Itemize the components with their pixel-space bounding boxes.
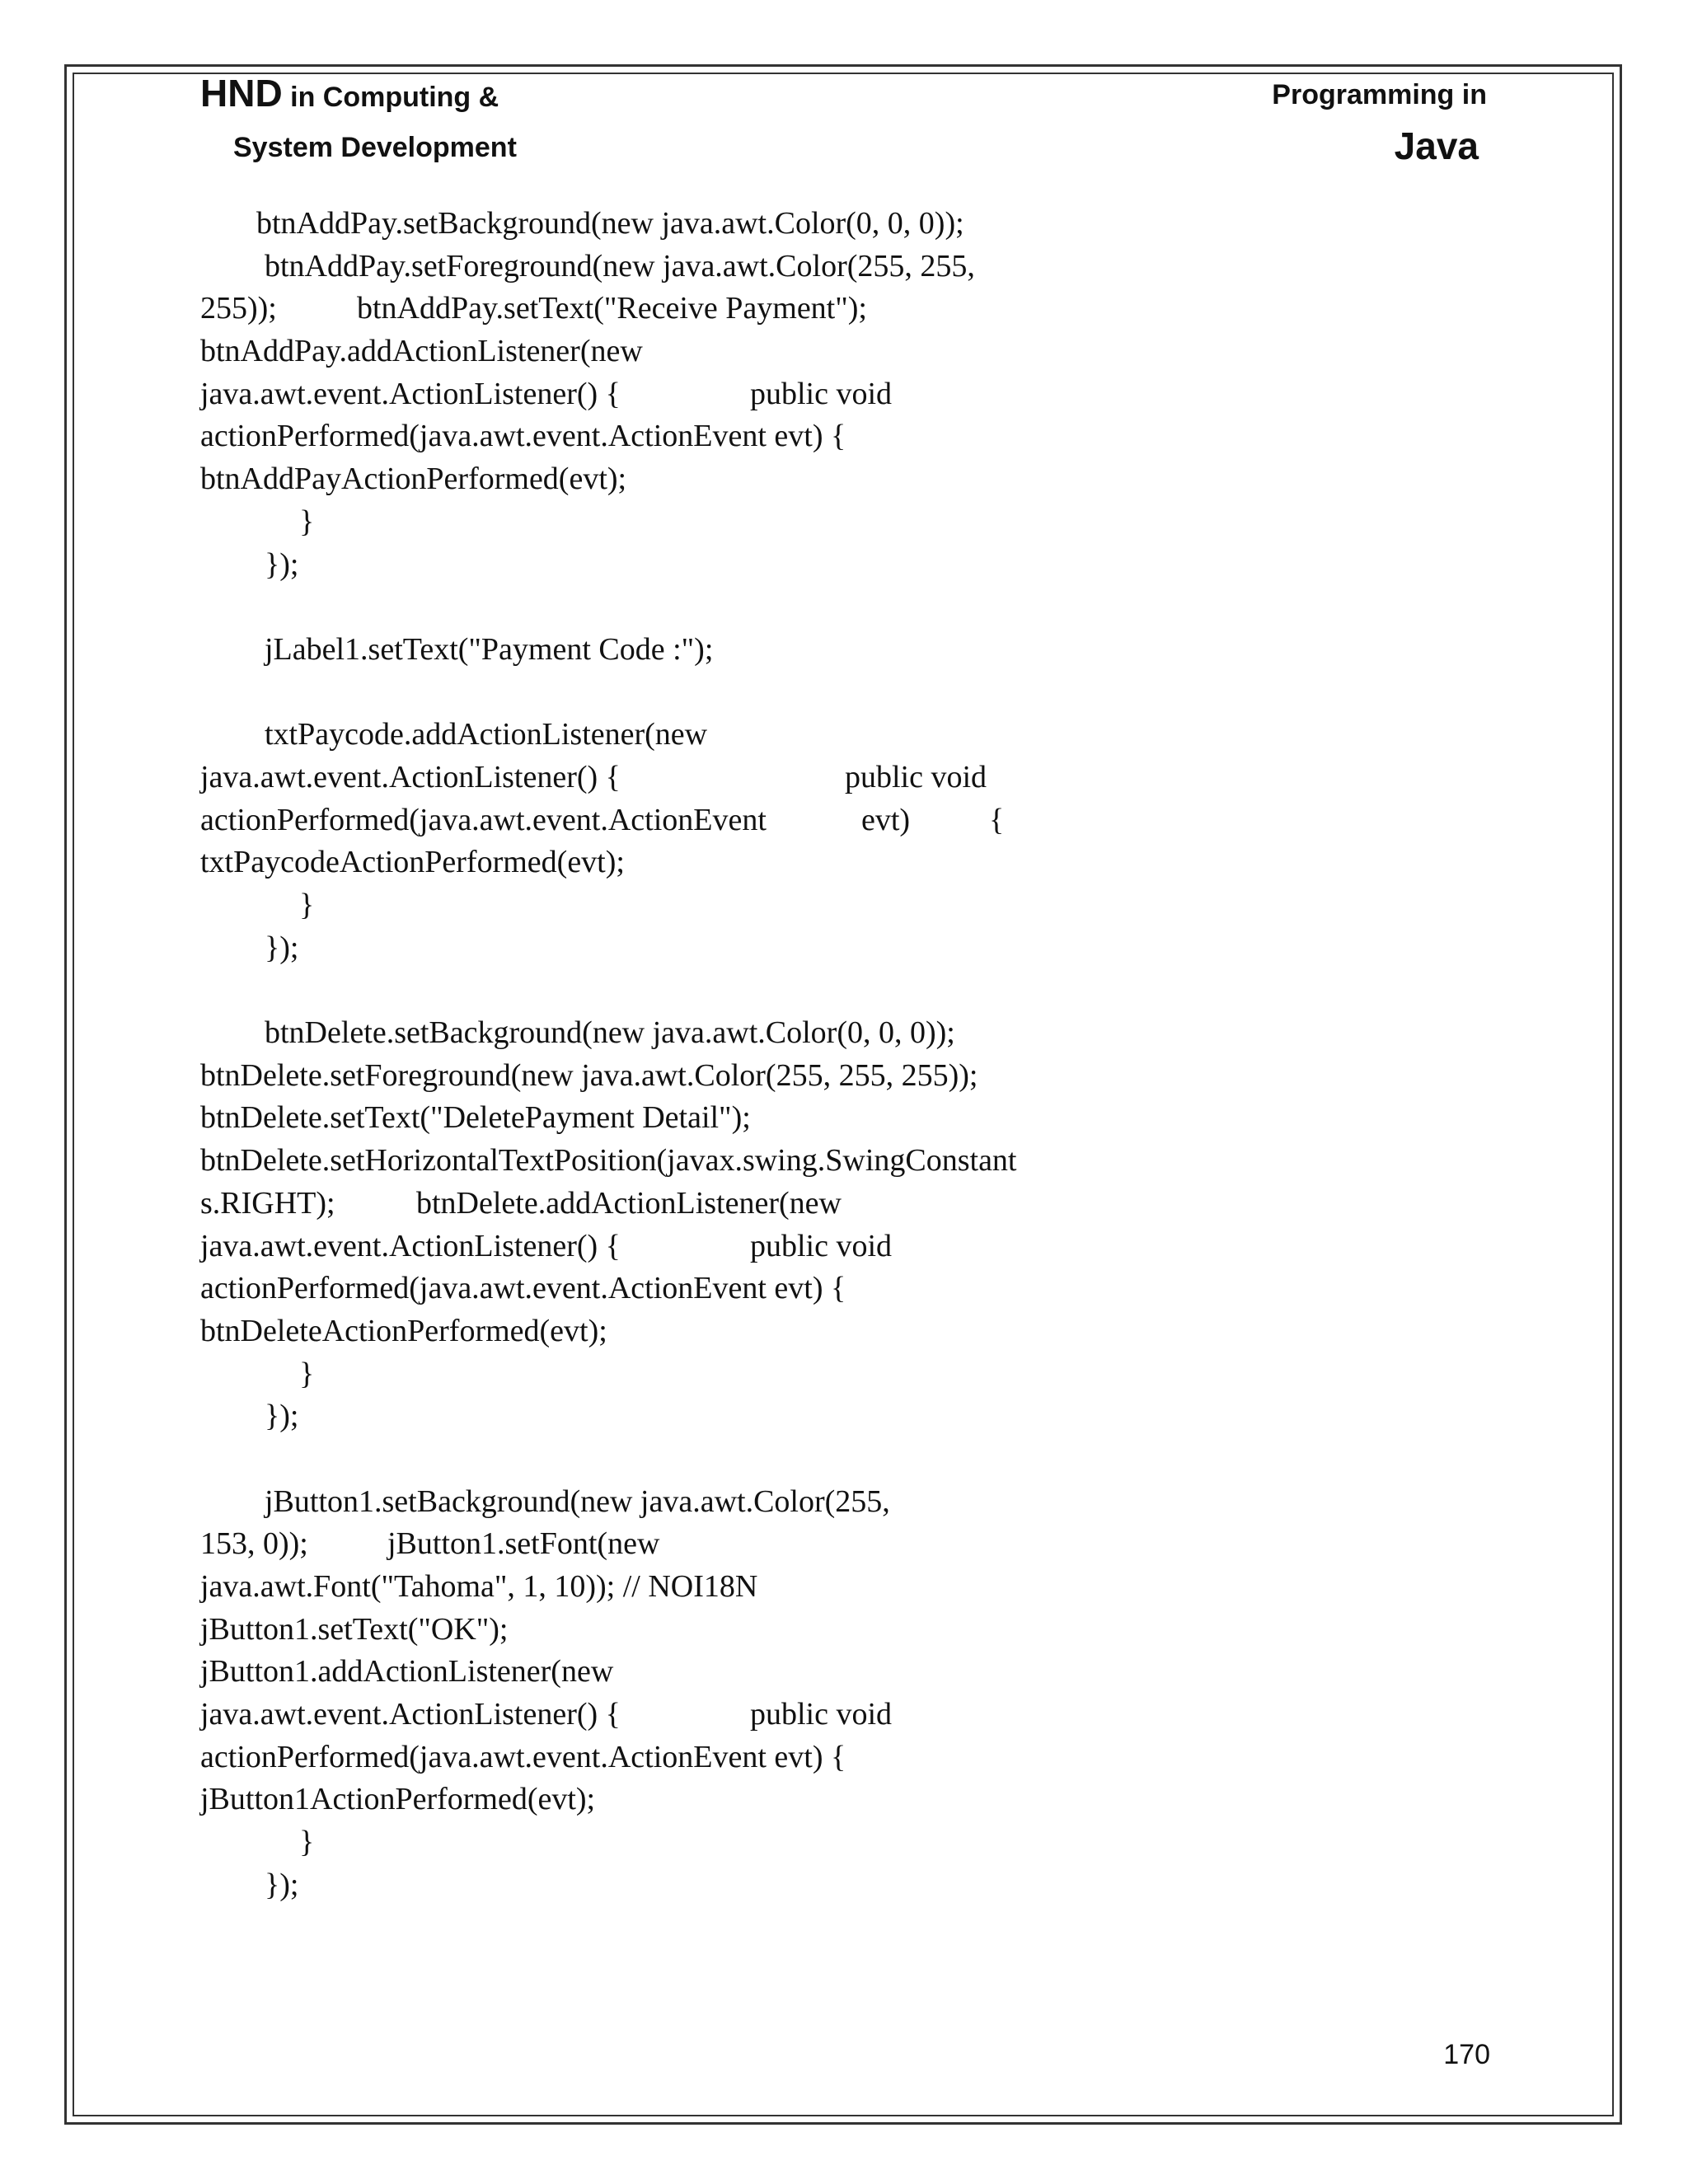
code-segment: evt) (861, 802, 911, 837)
page-number: 170 (1443, 2039, 1490, 2070)
code-segment: public void (750, 1697, 893, 1732)
code-segment: }); (265, 1867, 299, 1902)
code-segment: s.RIGHT); (200, 1185, 335, 1221)
code-segment: actionPerformed(java.awt.event.ActionEvent evt) { (200, 419, 846, 454)
code-segment: 153, 0)); (200, 1526, 308, 1562)
code-segment: } (299, 1825, 315, 1860)
code-segment: 255)); (200, 291, 277, 326)
code-segment: btnDelete.setHorizontalTextPosition(javax.swing.SwingConstant (200, 1143, 1017, 1179)
code-segment: btnDelete.setText("DeletePayment Detail"); (200, 1100, 751, 1136)
code-segment: java.awt.event.ActionListener() { (200, 759, 621, 794)
code-segment: public void (750, 376, 893, 411)
code-segment: btnDelete.setForeground(new java.awt.Color(255, 255, 255)); (200, 1057, 978, 1093)
code-segment: btnAddPay.setText("Receive Payment"); (357, 291, 867, 326)
header-in-computing: in Computing & (282, 82, 499, 113)
code-segment: java.awt.event.ActionListener() { (200, 1228, 621, 1263)
code-segment: btnDelete.addActionListener(new (416, 1185, 842, 1221)
code-segment: jButton1ActionPerformed(evt); (200, 1782, 596, 1817)
code-segment: }); (265, 1399, 299, 1434)
header-java: Java (1394, 124, 1479, 167)
header-course-title (200, 71, 499, 115)
code-segment: btnDelete.setBackground(new java.awt.Color(0, 0, 0)); (265, 1015, 955, 1051)
code-segment: jLabel1.setText("Payment Code :"); (265, 631, 714, 667)
code-segment: jButton1.addActionListener(new (200, 1654, 614, 1690)
code-segment: btnDeleteActionPerformed(evt); (200, 1313, 607, 1348)
code-segment: { (989, 802, 1005, 837)
header-hnd: HND (200, 72, 283, 115)
code-segment: }); (265, 930, 299, 965)
code-segment: jButton1.setBackground(new java.awt.Color(255, (265, 1483, 890, 1519)
code-segment: actionPerformed(java.awt.event.ActionEvent evt) { (200, 1271, 846, 1306)
code-segment: java.awt.event.ActionListener() { (200, 376, 621, 411)
code-segment: actionPerformed(java.awt.event.ActionEvent (200, 802, 767, 837)
code-segment: jButton1.setText("OK"); (200, 1611, 509, 1647)
code-segment: } (299, 888, 315, 922)
code-segment: } (299, 1356, 315, 1391)
header-system-development: System Development (233, 132, 517, 163)
code-segment: } (299, 504, 315, 539)
code-segment: java.awt.Font("Tahoma", 1, 10)); // NOI18N (200, 1569, 758, 1604)
code-segment: txtPaycode.addActionListener(new (265, 717, 708, 752)
code-segment: public void (845, 759, 987, 794)
code-segment: btnAddPay.addActionListener(new (200, 334, 643, 369)
code-segment: txtPaycodeActionPerformed(evt); (200, 845, 625, 880)
code-segment: actionPerformed(java.awt.event.ActionEvent evt) { (200, 1739, 846, 1774)
code-segment: java.awt.event.ActionListener() { (200, 1697, 621, 1732)
code-segment: jButton1.setFont(new (387, 1526, 660, 1562)
header-programming-in: Programming in (1272, 79, 1487, 110)
code-segment: btnAddPay.setForeground(new java.awt.Color(255, 255, (265, 248, 975, 284)
code-segment: btnAddPay.setBackground(new java.awt.Color(0, 0, 0)); (256, 206, 964, 241)
code-segment: btnAddPayActionPerformed(evt); (200, 462, 627, 497)
code-segment: }); (265, 546, 299, 582)
code-segment: public void (750, 1228, 893, 1263)
